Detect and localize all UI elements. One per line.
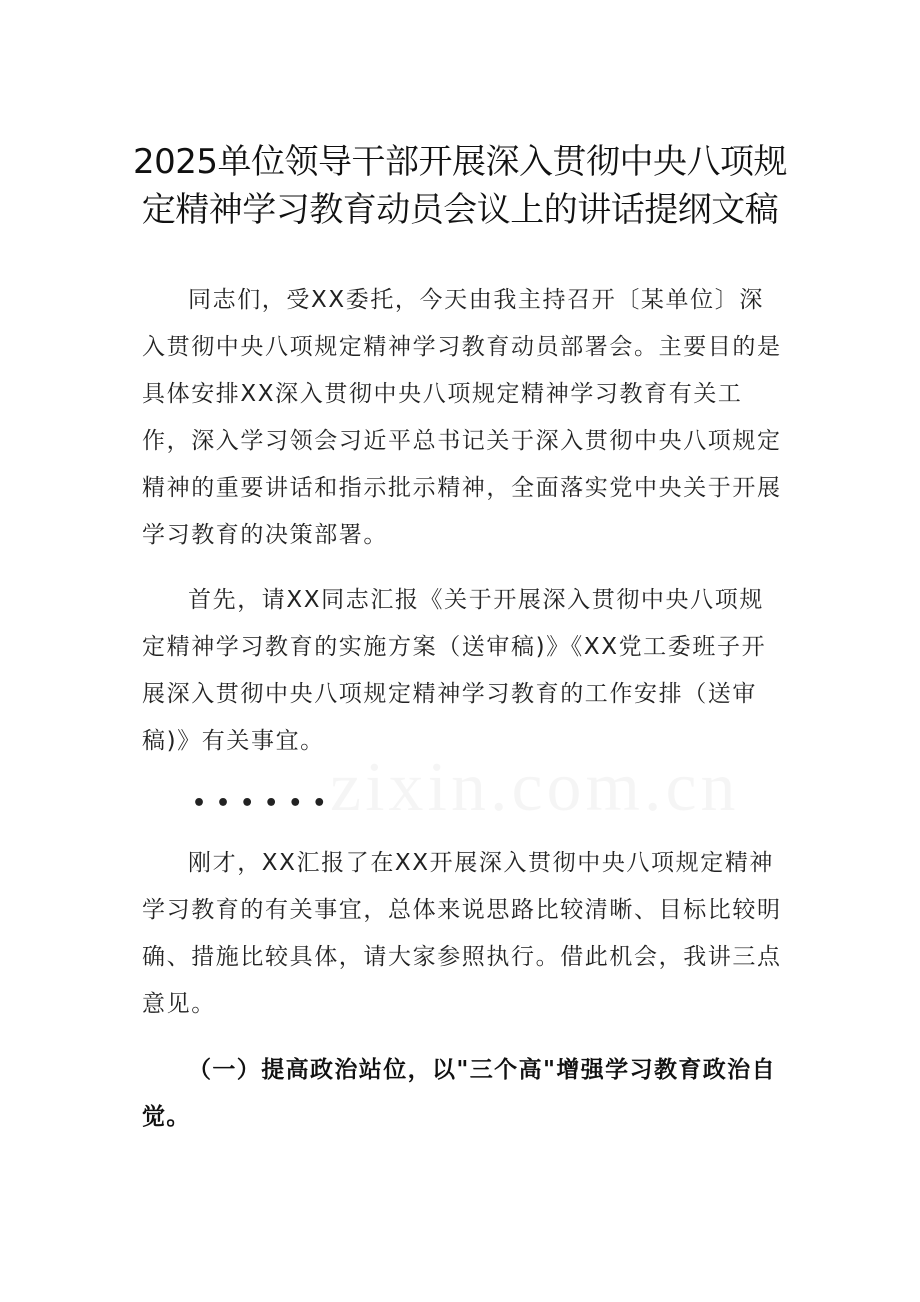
document-title-line-1: 2025单位领导干部开展深入贯彻中央八项规 xyxy=(132,142,788,182)
paragraph-report-request: 首先，请XX同志汇报《关于开展深入贯彻中央八项规定精神学习教育的实施方案（送审稿)》《XX党工委班子开展深入贯彻中央八项规定精神学习教育的工作安排（送审稿)》有关事宜。 xyxy=(142,587,767,754)
document-title-line-2: 定精神学习教育动员会议上的讲话提纲文稿 xyxy=(141,190,779,230)
paragraph-opening: 同志们，受XX委托，今天由我主持召开〔某单位〕深入贯彻中央八项规定精神学习教育动员部署会。主要目的是具体安排XX深入贯彻中央八项规定精神学习教育有关工作，深入学习领会习近平总书记关于深入贯彻中央八项规定精神的重要讲话和指示批示精神，全面落实党中央关于开展学习教育的决策部署。 xyxy=(142,287,782,548)
paragraph-summary: 刚才，XX汇报了在XX开展深入贯彻中央八项规定精神学习教育的有关事宜，总体来说思路比较清晰、目标比较明确、措施比较具体，请大家参照执行。借此机会，我讲三点意见。 xyxy=(142,850,782,1017)
section-heading-1: （一）提高政治站位，以"三个高"增强学习教育政治自觉。 xyxy=(142,1057,776,1130)
ellipsis-separator: •••••• xyxy=(192,791,337,816)
